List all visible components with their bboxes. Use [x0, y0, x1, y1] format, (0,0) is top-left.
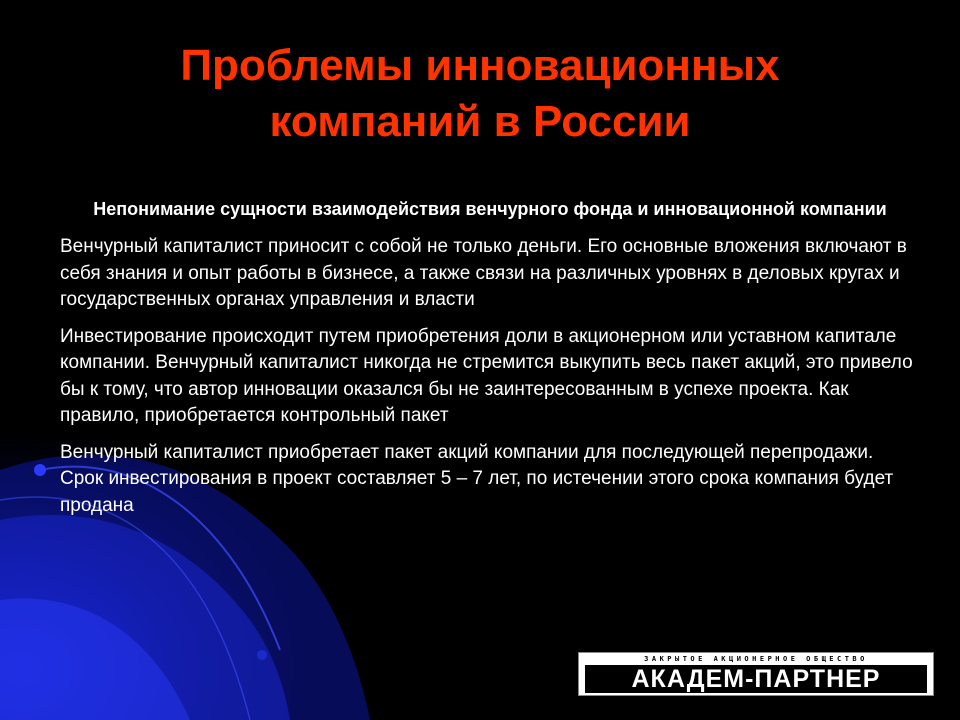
decor-dot — [34, 464, 46, 476]
logo-tagline: ЗАКРЫТОЕ АКЦИОНЕРНОЕ ОБЩЕСТВО — [644, 655, 868, 663]
paragraph-2: Инвестирование происходит путем приобретения доли в акционерном или уставном капитале компании. Венчурный капиталист никогда не стремится выкупить весь пакет акций, это привело бы к тому, что автор инновации оказался бы не заинтересованным в успехе проекта. Как правило, приобретается контрольный пакет — [60, 325, 913, 426]
slide-content — [60, 196, 920, 529]
logo-name: АКАДЕМ-ПАРТНЕР — [631, 665, 881, 693]
company-logo — [578, 652, 934, 696]
decor-dot — [257, 650, 267, 660]
slide-title — [0, 38, 960, 150]
paragraph-3: Венчурный капиталист приобретает пакет акций компании для последующей перепродажи. Срок инвестирования в проект составляет 5 – 7 лет, по истечении этого срока компания будет продана — [60, 441, 894, 516]
logo-plate — [585, 665, 927, 693]
slide-subtitle: Непонимание сущности взаимодействия венчурного фонда и инновационной компании — [93, 199, 887, 219]
title-line-2: компаний в России — [269, 97, 691, 146]
title-line-1: Проблемы инновационных — [180, 41, 780, 90]
paragraph-1: Венчурный капиталист приносит с собой не только деньги. Его основные вложения включают в себя знания и опыт работы в бизнесе, а также связи на различных уровнях в деловых кругах и государственных органах управления и власти — [60, 236, 907, 310]
